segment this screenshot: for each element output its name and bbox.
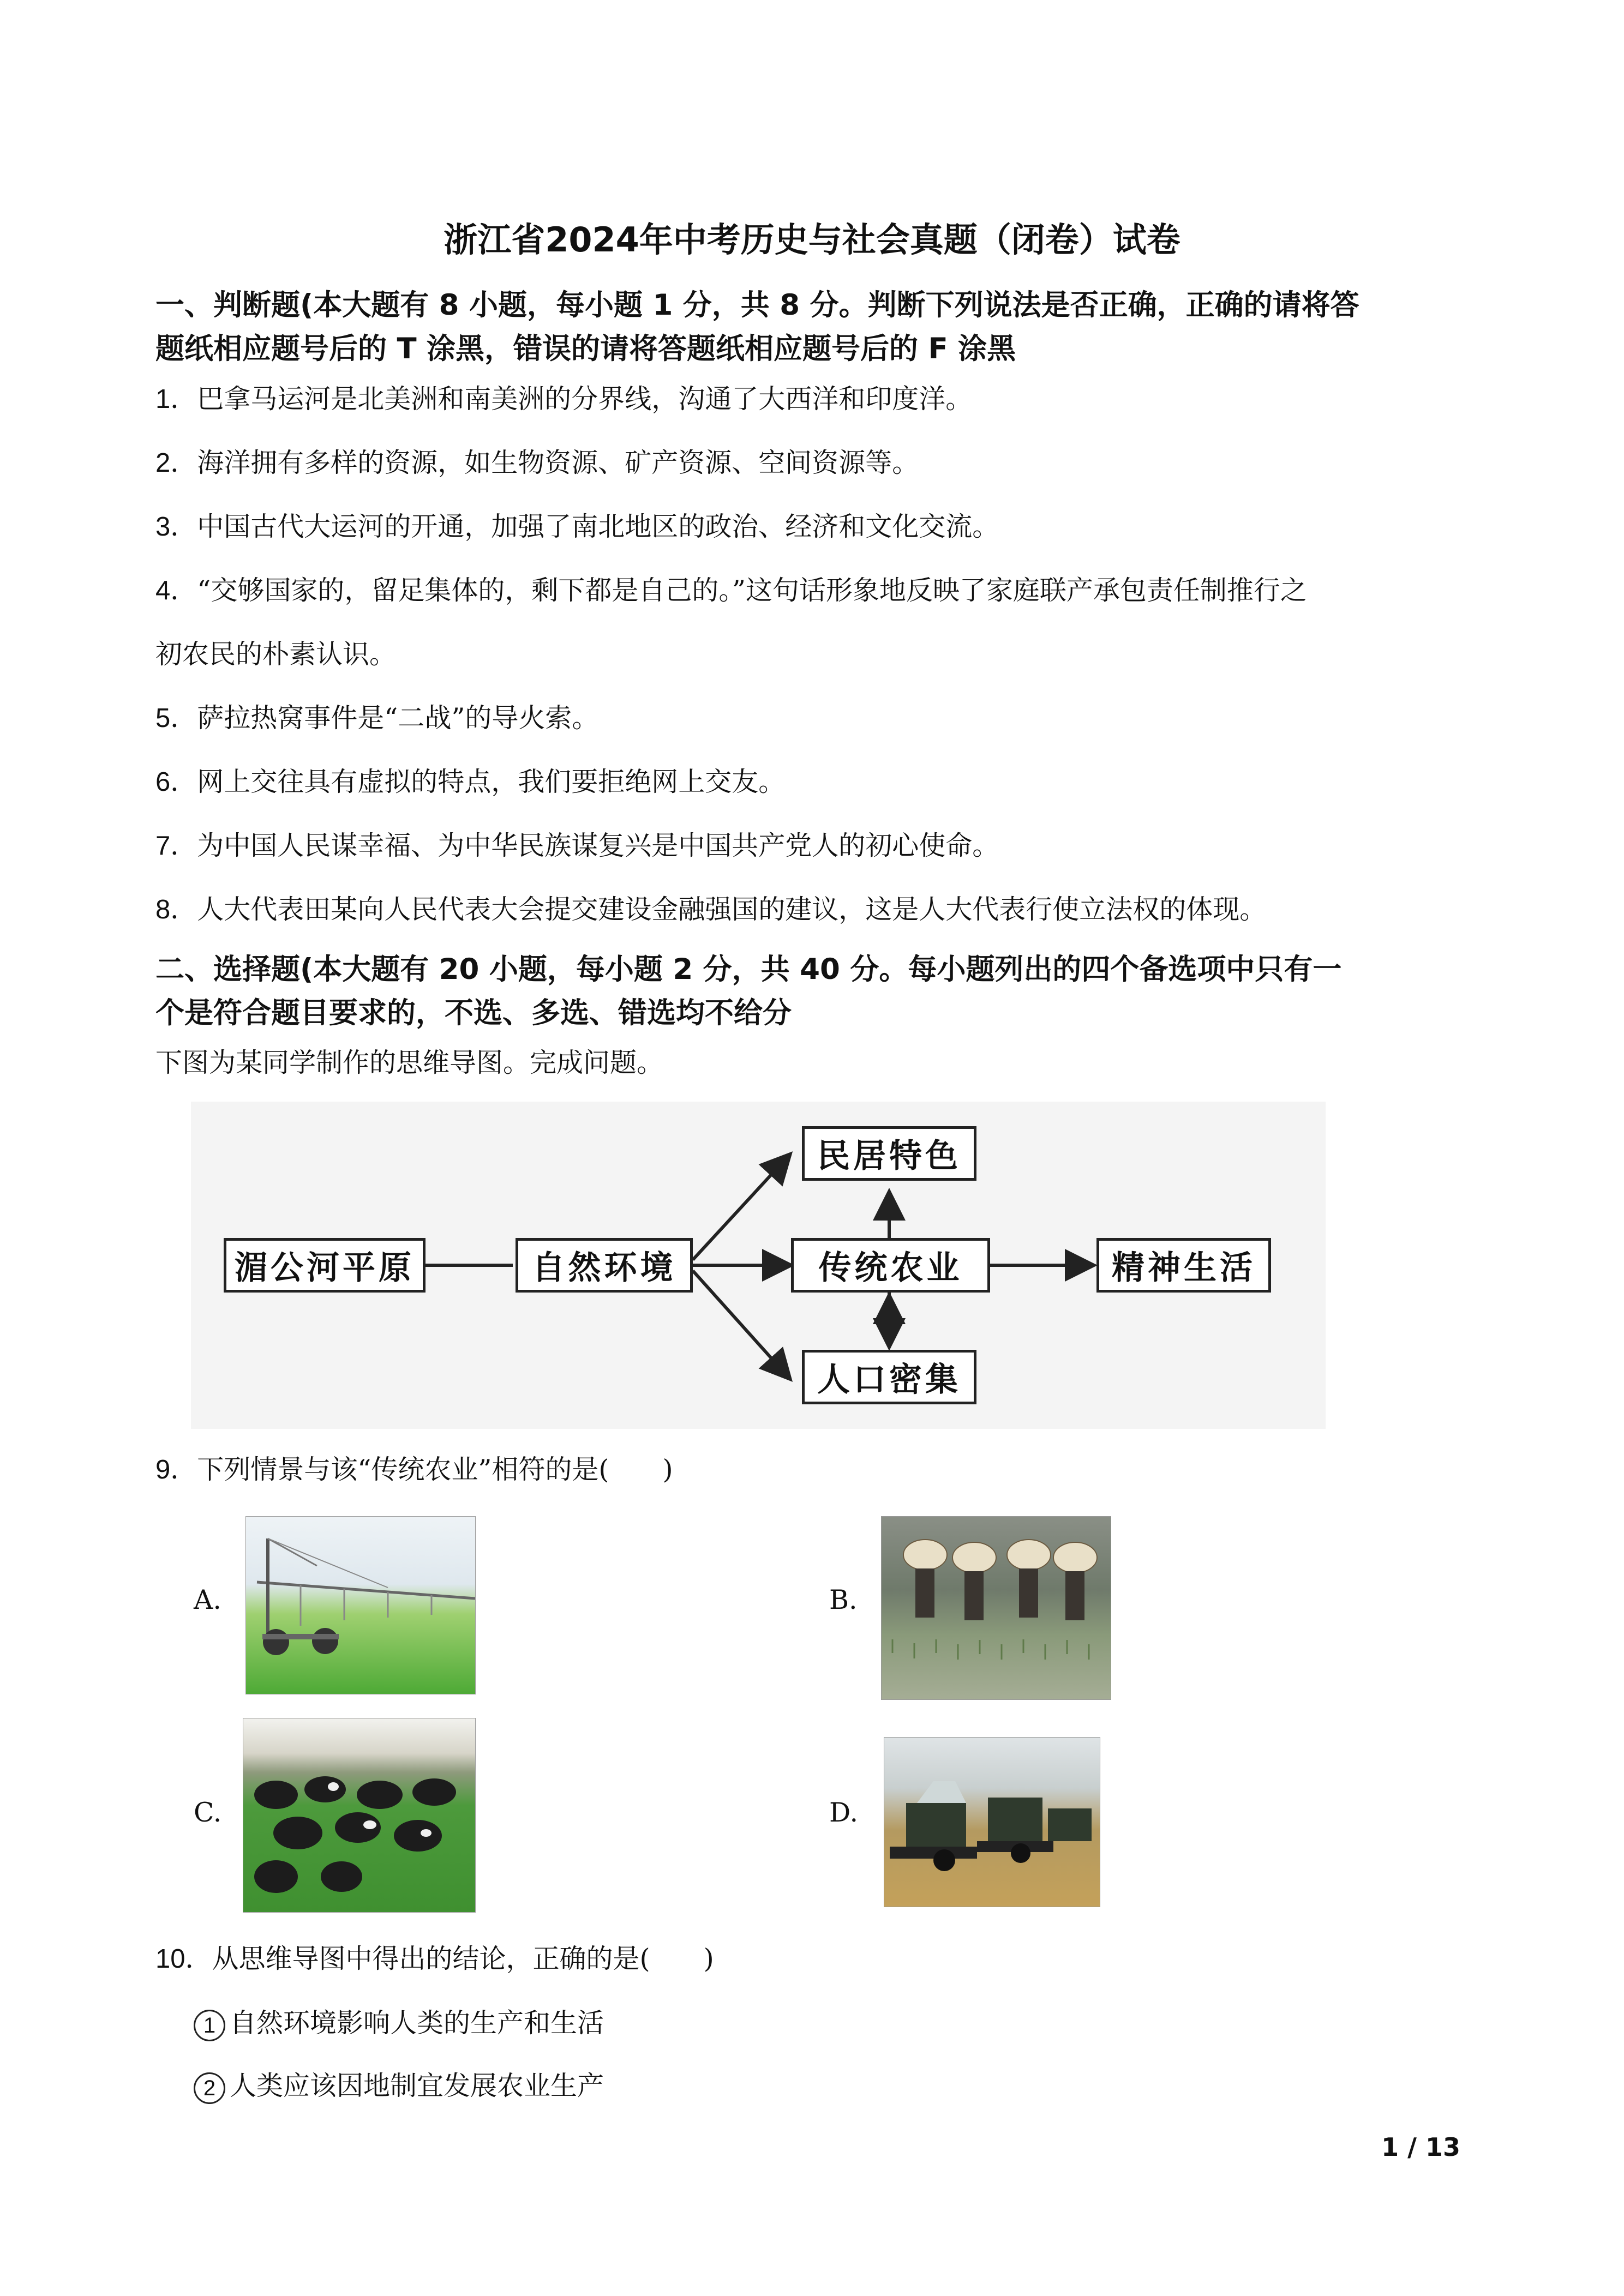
judge-question: 7．为中国人民谋幸福、为中华民族谋复兴是中国共产党人的初心使命。 — [155, 830, 999, 861]
option-a-image-irrigation — [245, 1516, 476, 1694]
option-d-label: D. — [829, 1797, 859, 1828]
judge-question: 6．网上交往具有虚拟的特点，我们要拒绝网上交友。 — [155, 766, 786, 797]
node-mekong-plain: 湄公河平原 — [224, 1238, 426, 1293]
option-d-image-combine-harvester — [884, 1737, 1100, 1907]
option-c-label: C. — [194, 1797, 222, 1828]
section-2-heading-line2: 个是符合题目要求的，不选、多选、错选均不给分 — [155, 996, 792, 1030]
farmers-planting-rice-icon — [882, 1517, 1111, 1699]
node-dense-population: 人口密集 — [802, 1350, 976, 1404]
option-a-label: A. — [194, 1584, 221, 1615]
section-1-heading — [155, 284, 1476, 371]
grazing-yaks-icon — [243, 1718, 475, 1912]
arrow-to-housing — [693, 1156, 788, 1260]
judge-question: 4．“交够国家的，留足集体的，剩下都是自己的。”这句话形象地反映了家庭联产承包责任制推行之 — [155, 575, 1307, 606]
section-1-heading-line2: 题纸相应题号后的 T 涂黑，错误的请将答题纸相应题号后的 F 涂黑 — [155, 332, 1016, 365]
section-2-heading — [155, 948, 1476, 1035]
judge-question: 3．中国古代大运河的开通，加强了南北地区的政治、经济和文化交流。 — [155, 511, 999, 542]
section-1-heading-line1: 一、判断题(本大题有 8 小题，每小题 1 分，共 8 分。判断下列说法是否正确，正确的请将答 — [155, 288, 1359, 322]
irrigation-sprinkler-icon — [246, 1517, 475, 1694]
node-housing: 民居特色 — [802, 1126, 976, 1181]
page-title: 浙江省2024年中考历史与社会真题（闭卷）试卷 — [444, 220, 1180, 260]
option-b-image-rice-planting — [881, 1516, 1111, 1700]
mind-map — [191, 1102, 1326, 1429]
question-10-item: 1 自然环境影响人类的生产和生活 — [194, 2002, 1514, 2045]
node-natural-environment: 自然环境 — [516, 1238, 693, 1293]
intro-text: 下图为某同学制作的思维导图。完成问题。 — [155, 1047, 664, 1078]
node-traditional-agriculture: 传统农业 — [791, 1238, 990, 1293]
arrow-to-population — [693, 1271, 788, 1377]
page-number: 1 / 13 — [1381, 2132, 1460, 2162]
judge-question: 5．萨拉热窝事件是“二战”的导火索。 — [155, 702, 599, 734]
node-spiritual-life: 精神生活 — [1096, 1238, 1271, 1293]
question-10-item: 2 人类应该因地制宜发展农业生产 — [194, 2064, 1514, 2108]
judge-question: 8．人大代表田某向人民代表大会提交建设金融强国的建议，这是人大代表行使立法权的体现。 — [155, 894, 1267, 925]
judge-question: 1．巴拿马运河是北美洲和南美洲的分界线，沟通了大西洋和印度洋。 — [155, 383, 973, 414]
judge-question-continuation: 初农民的朴素认识。 — [155, 639, 397, 670]
combine-harvester-icon — [884, 1738, 1100, 1907]
option-c-image-yak-grazing — [243, 1718, 476, 1913]
question-10: 10．从思维导图中得出的结论，正确的是( ) — [155, 1943, 714, 1974]
section-2-heading-line1: 二、选择题(本大题有 20 小题，每小题 2 分，共 40 分。每小题列出的四个备选项中只有一 — [155, 953, 1342, 986]
option-b-label: B. — [829, 1584, 858, 1615]
judge-question-list — [155, 377, 1476, 952]
question-9: 9．下列情景与该“传统农业”相符的是( ) — [155, 1454, 673, 1485]
judge-question: 2．海洋拥有多样的资源，如生物资源、矿产资源、空间资源等。 — [155, 447, 919, 478]
